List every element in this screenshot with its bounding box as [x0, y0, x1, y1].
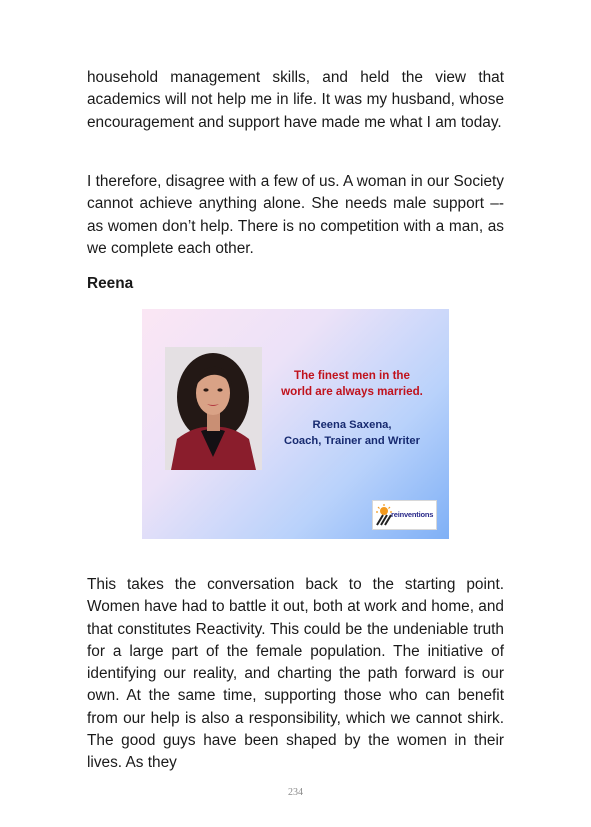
quote-text	[267, 368, 437, 400]
quote-line: world are always married.	[281, 385, 423, 398]
body-paragraph: This takes the conversation back to the starting point. Women have had to battle it out, both at work and home, and that constitutes Reactivity. This could be the undeniable truth for a large part of the female population. The initiative of identifying our reality, and charting the path forward is our own. At the same time, supporting those who can benefit from our help is also a responsibility, which we cannot shirk. The good guys have been shaped by the women in their lives. As they	[87, 576, 504, 772]
author-title: Coach, Trainer and Writer	[284, 435, 420, 447]
section-heading: Reena	[87, 275, 134, 292]
quote-line: The finest men in the	[294, 369, 410, 382]
page-number: 234	[288, 787, 303, 798]
reinventions-logo	[372, 500, 437, 530]
logo-wordmark: reinventions	[391, 510, 434, 519]
body-paragraph: household management skills, and held the view that academics will not help me in life. It was my husband, whose encouragement and support have made me what I am today.	[87, 69, 504, 131]
quote-card-image	[142, 309, 449, 539]
portrait-photo	[165, 347, 262, 470]
quote-author	[267, 417, 437, 449]
body-paragraph: I therefore, disagree with a few of us. A woman in our Society cannot achieve anything alone. She needs male support –- as women don’t help. There is no competition with a man, as we complete each other.	[87, 173, 504, 257]
author-name: Reena Saxena,	[312, 419, 392, 431]
